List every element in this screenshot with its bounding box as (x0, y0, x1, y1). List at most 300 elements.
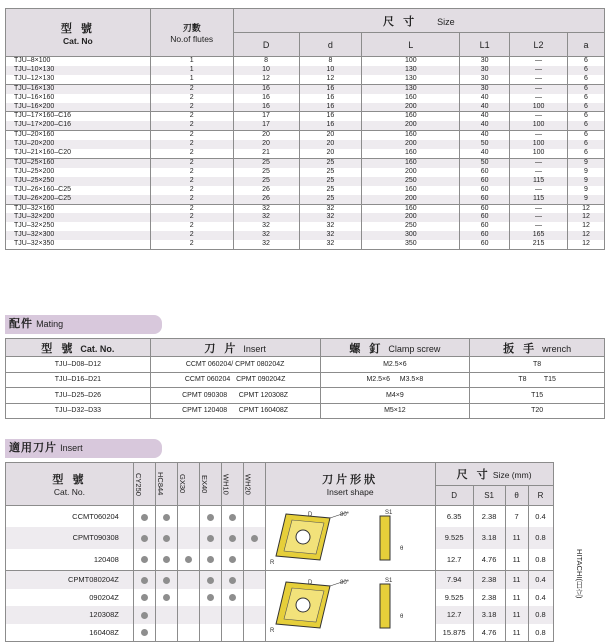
value-cell: 160 (362, 186, 460, 195)
value-cell: 40 (460, 94, 510, 103)
grade-cell (133, 527, 155, 548)
table-row (6, 388, 605, 404)
cat-no-cell: TJU–25×200 (6, 168, 151, 177)
value-cell: 50 (460, 140, 510, 149)
grade-cell (243, 527, 265, 548)
value-cell: 9 (567, 158, 604, 167)
value-cell: 60 (460, 240, 510, 249)
table-row (6, 403, 605, 419)
available-dot-icon (185, 556, 192, 563)
value-cell: 16 (299, 84, 362, 93)
value-cell: — (510, 213, 568, 222)
r-label: R (269, 560, 274, 566)
value-cell: 60 (460, 168, 510, 177)
table-row (6, 357, 605, 373)
mating-wrench-cell: T8 T15 (470, 372, 605, 388)
table-row (6, 177, 605, 186)
insert-shape-header: 刀片形狀 Insert shape (265, 463, 435, 506)
available-dot-icon (141, 629, 148, 636)
grade-cell (221, 506, 243, 528)
available-dot-icon (163, 556, 170, 563)
value-cell: 12 (299, 75, 362, 84)
value-cell: 40 (460, 131, 510, 140)
value-cell: 20 (233, 140, 299, 149)
value-cell: 20 (299, 140, 362, 149)
grade-header (243, 463, 265, 506)
mating-insert-cell: CPMT 120408 CPMT 160408Z (150, 403, 320, 419)
value-cell: 12 (567, 231, 604, 240)
grade-label: WH20 (243, 473, 253, 495)
grade-cell (155, 549, 177, 571)
value-cell: — (510, 57, 568, 66)
insert-size-cell: 11 (505, 549, 528, 571)
mating-cat-header: 型 號 Cat. No. (6, 339, 151, 357)
cat-no-cell: TJU–26×200–C25 (6, 195, 151, 204)
insert-size-cell: 9.525 (435, 527, 473, 548)
s1-label: S1 (384, 510, 392, 516)
table-row (6, 506, 606, 528)
value-cell: — (510, 186, 568, 195)
grade-cell (221, 549, 243, 571)
available-dot-icon (207, 535, 214, 542)
insert-size-cell: 4.76 (473, 624, 505, 642)
available-dot-icon (207, 594, 214, 601)
table-row (6, 240, 605, 249)
table-row (6, 372, 605, 388)
table-row (6, 213, 605, 222)
value-cell: 2 (150, 177, 233, 186)
mating-cat-cell: TJU–D08–D12 (6, 357, 151, 373)
value-cell: — (510, 168, 568, 177)
insert-size-cell: 9.525 (435, 589, 473, 607)
value-cell: 25 (299, 177, 362, 186)
available-dot-icon (163, 535, 170, 542)
value-cell: 130 (362, 84, 460, 93)
value-cell: 16 (233, 94, 299, 103)
value-cell: 16 (299, 103, 362, 112)
mating-wrench-cell: T8 (470, 357, 605, 373)
value-cell: 200 (362, 121, 460, 130)
grade-cell (155, 624, 177, 642)
grade-cell (243, 549, 265, 571)
cat-no-cell: TJU–16×200 (6, 103, 151, 112)
mating-cat-cell: TJU–D16–D21 (6, 372, 151, 388)
table-row (6, 158, 605, 167)
value-cell: 32 (233, 240, 299, 249)
value-cell: 2 (150, 204, 233, 213)
value-cell: 2 (150, 186, 233, 195)
value-cell: 10 (233, 66, 299, 75)
cat-no-cell: TJU–8×100 (6, 57, 151, 66)
size-col-1: d (299, 33, 362, 57)
value-cell: 2 (150, 231, 233, 240)
size-col-3: L1 (460, 33, 510, 57)
value-cell: 160 (362, 149, 460, 158)
value-cell: 30 (460, 84, 510, 93)
available-dot-icon (163, 577, 170, 584)
value-cell: 2 (150, 140, 233, 149)
mating-section-title: 配件 Mating (5, 315, 162, 334)
grade-cell (177, 624, 199, 642)
cat-no-cell: TJU–10×130 (6, 66, 151, 75)
value-cell: 2 (150, 103, 233, 112)
mating-insert-cell: CPMT 090308 CPMT 120308Z (150, 388, 320, 404)
grade-header (177, 463, 199, 506)
insert-size-cell: 0.8 (528, 549, 553, 571)
value-cell: 32 (299, 213, 362, 222)
insert-cat-cell: 090204Z (6, 589, 134, 607)
available-dot-icon (229, 577, 236, 584)
value-cell: 32 (299, 240, 362, 249)
cat-no-cell: TJU–17×160–C16 (6, 112, 151, 121)
value-cell: 2 (150, 149, 233, 158)
grade-cell (133, 624, 155, 642)
insert-shape-cell (265, 571, 435, 642)
value-cell: 60 (460, 186, 510, 195)
grade-cell (177, 589, 199, 607)
value-cell: 1 (150, 75, 233, 84)
cat-no-cell: TJU–25×250 (6, 177, 151, 186)
value-cell: 300 (362, 231, 460, 240)
insert-size-header: 尺 寸 Size (mm) (435, 463, 553, 486)
value-cell: 115 (510, 177, 568, 186)
available-dot-icon (207, 577, 214, 584)
insert-size-cell: 12.7 (435, 606, 473, 624)
grade-cell (199, 549, 221, 571)
grade-label: WH10 (221, 473, 231, 495)
grade-cell (133, 589, 155, 607)
value-cell: 2 (150, 213, 233, 222)
value-cell: 160 (362, 94, 460, 103)
insert-shape-diagram (268, 574, 433, 636)
available-dot-icon (141, 612, 148, 619)
value-cell: 160 (362, 158, 460, 167)
insert-size-cell: 7.94 (435, 571, 473, 589)
grade-cell (221, 527, 243, 548)
table-row (6, 204, 605, 213)
angle-label: 80° (339, 512, 349, 518)
value-cell: 100 (362, 57, 460, 66)
blank-header (553, 463, 605, 506)
grade-cell (199, 606, 221, 624)
insert-cat-cell: CCMT060204 (6, 506, 134, 528)
available-dot-icon (251, 535, 258, 542)
cat-no-cell: TJU–16×160 (6, 94, 151, 103)
insert-size-col: S1 (473, 486, 505, 506)
value-cell: 2 (150, 121, 233, 130)
insert-cat-cell: 120408 (6, 549, 134, 571)
value-cell: 12 (567, 240, 604, 249)
grade-header (221, 463, 243, 506)
insert-size-cell: 3.18 (473, 527, 505, 548)
grade-cell (199, 571, 221, 589)
mating-screw-cell: M2.5×6 M3.5×8 (320, 372, 470, 388)
value-cell: 200 (362, 195, 460, 204)
grade-cell (177, 606, 199, 624)
theta-label: θ (399, 614, 403, 620)
value-cell: 20 (299, 131, 362, 140)
mating-screw-cell: M2.5×6 (320, 357, 470, 373)
cat-no-header: 型 號 Cat. No (6, 9, 151, 57)
value-cell: 60 (460, 231, 510, 240)
value-cell: 200 (362, 140, 460, 149)
value-cell: 16 (299, 94, 362, 103)
value-cell: 250 (362, 222, 460, 231)
grade-cell (133, 506, 155, 528)
cat-no-cell: TJU–26×160–C25 (6, 186, 151, 195)
value-cell: 115 (510, 195, 568, 204)
table-row (6, 103, 605, 112)
table-row (6, 231, 605, 240)
value-cell: 25 (233, 168, 299, 177)
value-cell: 6 (567, 131, 604, 140)
value-cell: 200 (362, 168, 460, 177)
insert-cat-cell: 120308Z (6, 606, 134, 624)
size-header: 尺 寸 Size (233, 9, 604, 33)
value-cell: 6 (567, 94, 604, 103)
value-cell: 8 (233, 57, 299, 66)
grade-cell (243, 606, 265, 624)
insert-size-cell: 3.18 (473, 606, 505, 624)
table-row (6, 66, 605, 75)
insert-size-cell: 15.875 (435, 624, 473, 642)
mating-insert-cell: CCMT 060204/ CPMT 080204Z (150, 357, 320, 373)
table-row (6, 186, 605, 195)
grade-cell (155, 589, 177, 607)
value-cell: 26 (233, 186, 299, 195)
grade-cell (221, 571, 243, 589)
grade-cell (199, 589, 221, 607)
value-cell: 20 (233, 131, 299, 140)
grade-cell (133, 571, 155, 589)
value-cell: 130 (362, 66, 460, 75)
table-row (6, 149, 605, 158)
value-cell: 160 (362, 112, 460, 121)
value-cell: 2 (150, 240, 233, 249)
grade-cell (221, 606, 243, 624)
size-col-0: D (233, 33, 299, 57)
grade-cell (243, 624, 265, 642)
value-cell: 160 (362, 131, 460, 140)
grade-cell (177, 506, 199, 528)
value-cell: 6 (567, 75, 604, 84)
table-row (6, 94, 605, 103)
insert-size-cell: 4.76 (473, 549, 505, 571)
value-cell: 32 (299, 204, 362, 213)
value-cell: 16 (299, 121, 362, 130)
value-cell: 2 (150, 222, 233, 231)
available-dot-icon (141, 594, 148, 601)
value-cell: 215 (510, 240, 568, 249)
value-cell: 9 (567, 195, 604, 204)
value-cell: 2 (150, 131, 233, 140)
table-row (6, 112, 605, 121)
mating-wrench-cell: T15 (470, 388, 605, 404)
insert-size-cell: 11 (505, 606, 528, 624)
table-row (6, 57, 605, 66)
grade-cell (177, 549, 199, 571)
value-cell: 60 (460, 204, 510, 213)
tool-spec-table (5, 8, 605, 250)
value-cell: 12 (233, 75, 299, 84)
table-row (6, 222, 605, 231)
value-cell: 6 (567, 149, 604, 158)
value-cell: 40 (460, 121, 510, 130)
insert-shape-diagram (268, 506, 433, 568)
available-dot-icon (141, 514, 148, 521)
value-cell: 9 (567, 186, 604, 195)
mating-insert-cell: CCMT 060204 CPMT 090204Z (150, 372, 320, 388)
value-cell: 32 (233, 231, 299, 240)
available-dot-icon (229, 514, 236, 521)
cat-no-cell: TJU–32×160 (6, 204, 151, 213)
available-dot-icon (163, 594, 170, 601)
value-cell: 16 (299, 112, 362, 121)
value-cell: 2 (150, 112, 233, 121)
grade-cell (243, 506, 265, 528)
table-row (6, 75, 605, 84)
value-cell: 100 (510, 121, 568, 130)
table-row (6, 84, 605, 93)
value-cell: 30 (460, 57, 510, 66)
value-cell: 1 (150, 66, 233, 75)
value-cell: — (510, 112, 568, 121)
cat-no-cell: TJU–32×350 (6, 240, 151, 249)
insert-size-col: θ (505, 486, 528, 506)
value-cell: 30 (460, 75, 510, 84)
cat-no-cell: TJU–25×160 (6, 158, 151, 167)
insert-cat-header: 型 號 Cat. No. (6, 463, 134, 506)
value-cell: 25 (299, 186, 362, 195)
grade-cell (199, 506, 221, 528)
value-cell: 26 (233, 195, 299, 204)
grade-cell (243, 589, 265, 607)
value-cell: 6 (567, 103, 604, 112)
cat-no-cell: TJU–21×160–C20 (6, 149, 151, 158)
value-cell: — (510, 84, 568, 93)
value-cell: 2 (150, 168, 233, 177)
value-cell: 6 (567, 121, 604, 130)
grade-label: HC844 (155, 472, 165, 496)
mating-table (5, 338, 605, 419)
value-cell: 8 (299, 57, 362, 66)
insert-size-cell: 2.38 (473, 589, 505, 607)
mating-wrench-cell: T20 (470, 403, 605, 419)
insert-shape-cell (265, 506, 435, 571)
d-label: D (307, 512, 312, 518)
cat-no-cell: TJU–20×200 (6, 140, 151, 149)
insert-size-cell: 0.8 (528, 527, 553, 548)
value-cell: 21 (233, 149, 299, 158)
value-cell: — (510, 66, 568, 75)
insert-cat-cell: 160408Z (6, 624, 134, 642)
insert-size-cell: 11 (505, 527, 528, 548)
value-cell: 20 (299, 149, 362, 158)
grade-cell (199, 527, 221, 548)
value-cell: 6 (567, 140, 604, 149)
value-cell: — (510, 222, 568, 231)
d-label: D (307, 580, 312, 586)
grade-label: CY250 (133, 472, 143, 496)
grade-cell (155, 571, 177, 589)
insert-table (5, 462, 605, 642)
value-cell: 60 (460, 195, 510, 204)
grade-header (155, 463, 177, 506)
s1-label: S1 (384, 578, 392, 584)
value-cell: 1 (150, 57, 233, 66)
grade-label: EX40 (199, 474, 209, 494)
value-cell: 6 (567, 112, 604, 121)
cat-no-cell: TJU–32×250 (6, 222, 151, 231)
insert-size-col: D (435, 486, 473, 506)
value-cell: 165 (510, 231, 568, 240)
available-dot-icon (229, 594, 236, 601)
mating-screw-header: 螺 釘 Clamp screw (320, 339, 470, 357)
value-cell: 60 (460, 213, 510, 222)
value-cell: 40 (460, 103, 510, 112)
table-row (6, 121, 605, 130)
mating-screw-cell: M5×12 (320, 403, 470, 419)
insert-cat-cell: CPMT090308 (6, 527, 134, 548)
insert-size-cell: 0.8 (528, 606, 553, 624)
value-cell: 160 (362, 204, 460, 213)
grade-label: GX30 (177, 474, 187, 494)
size-col-2: L (362, 33, 460, 57)
r-label: R (269, 628, 274, 634)
value-cell: 25 (233, 158, 299, 167)
value-cell: 32 (233, 222, 299, 231)
value-cell: 25 (299, 158, 362, 167)
theta-label: θ (399, 546, 403, 552)
value-cell: 130 (362, 75, 460, 84)
value-cell: 2 (150, 158, 233, 167)
insert-size-col: R (528, 486, 553, 506)
mating-wrench-header: 扳 手 wrench (470, 339, 605, 357)
value-cell: 2 (150, 84, 233, 93)
insert-size-cell: 0.4 (528, 589, 553, 607)
insert-size-cell: 11 (505, 624, 528, 642)
value-cell: 40 (460, 112, 510, 121)
table-row (6, 195, 605, 204)
value-cell: 50 (460, 158, 510, 167)
insert-size-cell: 0.8 (528, 624, 553, 642)
grade-cell (155, 606, 177, 624)
grade-cell (221, 624, 243, 642)
value-cell: 6 (567, 57, 604, 66)
size-col-4: L2 (510, 33, 568, 57)
cat-no-cell: TJU–12×130 (6, 75, 151, 84)
insert-size-cell: 11 (505, 571, 528, 589)
value-cell: 6 (567, 84, 604, 93)
cat-no-cell: TJU–17×200–C16 (6, 121, 151, 130)
insert-size-cell: 11 (505, 589, 528, 607)
mating-cat-cell: TJU–D32–D33 (6, 403, 151, 419)
grade-cell (243, 571, 265, 589)
insert-size-cell: 2.38 (473, 506, 505, 528)
mating-cat-cell: TJU–D25–D26 (6, 388, 151, 404)
size-col-5: a (567, 33, 604, 57)
value-cell: 200 (362, 103, 460, 112)
table-row (6, 131, 605, 140)
value-cell: 60 (460, 177, 510, 186)
value-cell: 25 (233, 177, 299, 186)
available-dot-icon (229, 535, 236, 542)
value-cell: 32 (299, 231, 362, 240)
cat-no-cell: TJU–20×160 (6, 131, 151, 140)
value-cell: 17 (233, 121, 299, 130)
value-cell: 16 (233, 103, 299, 112)
value-cell: 100 (510, 140, 568, 149)
